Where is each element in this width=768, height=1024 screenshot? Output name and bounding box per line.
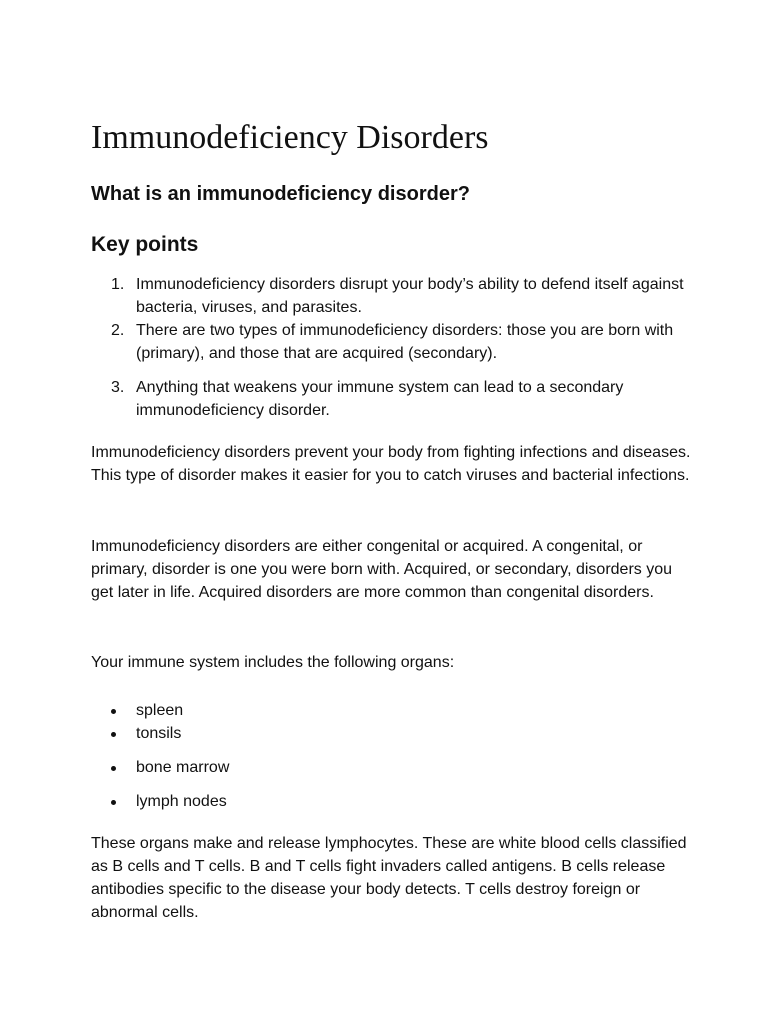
- organ-list-item: [111, 722, 511, 745]
- key-point-item: [111, 273, 691, 319]
- bullet-icon: [111, 709, 116, 714]
- organ-name: tonsils: [136, 725, 182, 742]
- key-point-text: Anything that weakens your immune system can lead to a secondary immunodeficiency disorder.: [136, 379, 624, 419]
- key-point-item: [111, 319, 691, 365]
- key-points-heading: Key points: [91, 233, 199, 256]
- organ-name: bone marrow: [136, 759, 230, 776]
- organ-name: lymph nodes: [136, 793, 227, 810]
- body-paragraph: These organs make and release lymphocytes. These are white blood cells classified as B cells and T cells. B and T cells fight invaders called antigens. B cells release antibodies specific to the disease your body detects. T cells destroy foreign or abnormal cells.: [91, 835, 687, 921]
- bullet-icon: [111, 766, 116, 771]
- organ-list-item: [111, 756, 511, 779]
- organ-list-item: [111, 790, 511, 813]
- bullet-icon: [111, 800, 116, 805]
- list-number: 3.: [111, 379, 125, 396]
- list-number: 1.: [111, 276, 125, 293]
- key-point-text: Immunodeficiency disorders disrupt your body’s ability to defend itself against bacteria, viruses, and parasites.: [136, 276, 684, 316]
- body-paragraph: Immunodeficiency disorders are either congenital or acquired. A congenital, or primary, disorder is one you were born with. Acquired, or secondary, disorders you get later in life. Acquired disorders are more common than congenital disorders.: [91, 538, 673, 601]
- body-paragraph: Immunodeficiency disorders prevent your body from fighting infections and diseases. This type of disorder makes it easier for you to catch viruses and bacterial infections.: [91, 444, 691, 484]
- key-point-item: [111, 376, 691, 422]
- organ-list-item: [111, 699, 511, 722]
- organ-name: spleen: [136, 702, 184, 719]
- body-paragraph: Your immune system includes the following organs:: [91, 654, 455, 671]
- list-number: 2.: [111, 322, 125, 339]
- key-point-text: There are two types of immunodeficiency disorders: those you are born with (primary), and those that are acquired (secondary).: [136, 322, 674, 362]
- section-heading: What is an immunodeficiency disorder?: [91, 183, 470, 205]
- page-title: Immunodeficiency Disorders: [91, 119, 489, 156]
- bullet-icon: [111, 732, 116, 737]
